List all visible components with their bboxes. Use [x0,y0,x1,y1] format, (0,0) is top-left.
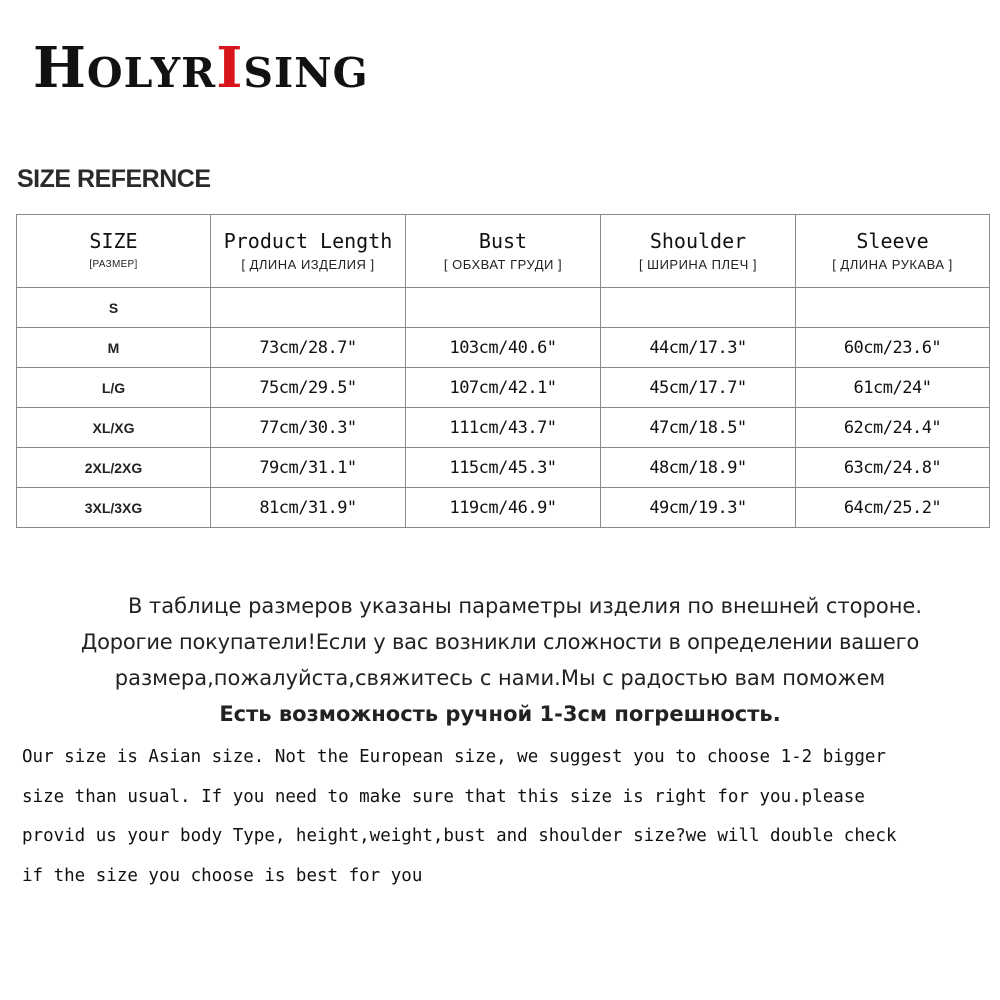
table-row [17,448,990,488]
table-row [17,488,990,528]
header-label: Product Length [223,228,393,253]
header-sublabel: [РАЗМЕР] [89,258,138,270]
sleeve-cell: 62cm/24.4" [796,408,990,448]
sleeve-cell: 64cm/25.2" [796,488,990,528]
sleeve-cell [796,288,990,328]
size-cell: 3XL/3XG [17,488,211,528]
bust-cell: 111cm/43.7" [406,408,601,448]
size-cell: XL/XG [17,408,211,448]
note-line: Есть возможность ручной 1-3см погрешность. [219,702,781,726]
russian-note [0,588,1000,732]
length-cell: 73cm/28.7" [211,328,406,368]
bust-cell: 103cm/40.6" [406,328,601,368]
table-header-row [17,215,990,288]
sleeve-cell: 63cm/24.8" [796,448,990,488]
table-row [17,368,990,408]
size-cell: M [17,328,211,368]
header-sublabel: [ ОБХВАТ ГРУДИ ] [443,256,563,272]
note-line: размера,пожалуйста,свяжитесь с нами.Мы с радостью вам поможем [114,666,886,690]
bust-cell [406,288,601,328]
logo-letter: SING [243,49,369,97]
shoulder-cell: 47cm/18.5" [601,408,796,448]
size-cell: L/G [17,368,211,408]
english-note [22,738,982,896]
table-row [17,288,990,328]
length-cell: 77cm/30.3" [211,408,406,448]
table-row [17,328,990,368]
header-label: Bust [478,228,528,253]
header-sublabel: [ ШИРИНА ПЛЕЧ ] [638,256,758,272]
header-label: Shoulder [649,228,747,253]
note-line: В таблице размеров указаны параметры изделия по внешней стороне. [127,594,923,618]
shoulder-cell: 48cm/18.9" [601,448,796,488]
note-line: size than usual. If you need to make sure that this size is right for you.please [22,786,865,807]
section-title: SIZE REFERNCE [17,165,211,193]
note-line: Our size is Asian size. Not the European size, we suggest you to choose 1-2 bigger [22,747,886,767]
header-size [17,215,211,288]
header-label: Sleeve [856,228,929,253]
bust-cell: 107cm/42.1" [406,368,601,408]
header-sleeve [796,215,990,288]
header-sublabel: [ ДЛИНА РУКАВА ] [832,256,953,272]
header-sublabel: [ ДЛИНА ИЗДЕЛИЯ ] [241,256,375,272]
header-bust [406,215,601,288]
length-cell: 81cm/31.9" [211,488,406,528]
length-cell: 79cm/31.1" [211,448,406,488]
sleeve-cell: 60cm/23.6" [796,328,990,368]
table-row [17,408,990,448]
shoulder-cell: 44cm/17.3" [601,328,796,368]
brand-logo [33,35,369,101]
header-product-length [211,215,406,288]
note-line: provid us your body Type, height,weight,bust and shoulder size?we will double check [22,826,897,846]
sleeve-cell: 61cm/24" [796,368,990,408]
logo-letter: H [33,35,87,101]
shoulder-cell [601,288,796,328]
size-cell: S [17,288,211,328]
length-cell [211,288,406,328]
bust-cell: 115cm/45.3" [406,448,601,488]
logo-letter: OLYR [86,49,217,97]
note-line: Дорогие покупатели!Если у вас возникли сложности в определении вашего [80,630,920,654]
bust-cell: 119cm/46.9" [406,488,601,528]
length-cell: 75cm/29.5" [211,368,406,408]
logo-letter: I [216,35,244,101]
header-label: SIZE [89,228,138,253]
size-cell: 2XL/2XG [17,448,211,488]
shoulder-cell: 49cm/19.3" [601,488,796,528]
size-reference-table [16,214,990,528]
shoulder-cell: 45cm/17.7" [601,368,796,408]
header-shoulder [601,215,796,288]
note-line: if the size you choose is best for you [22,865,423,886]
